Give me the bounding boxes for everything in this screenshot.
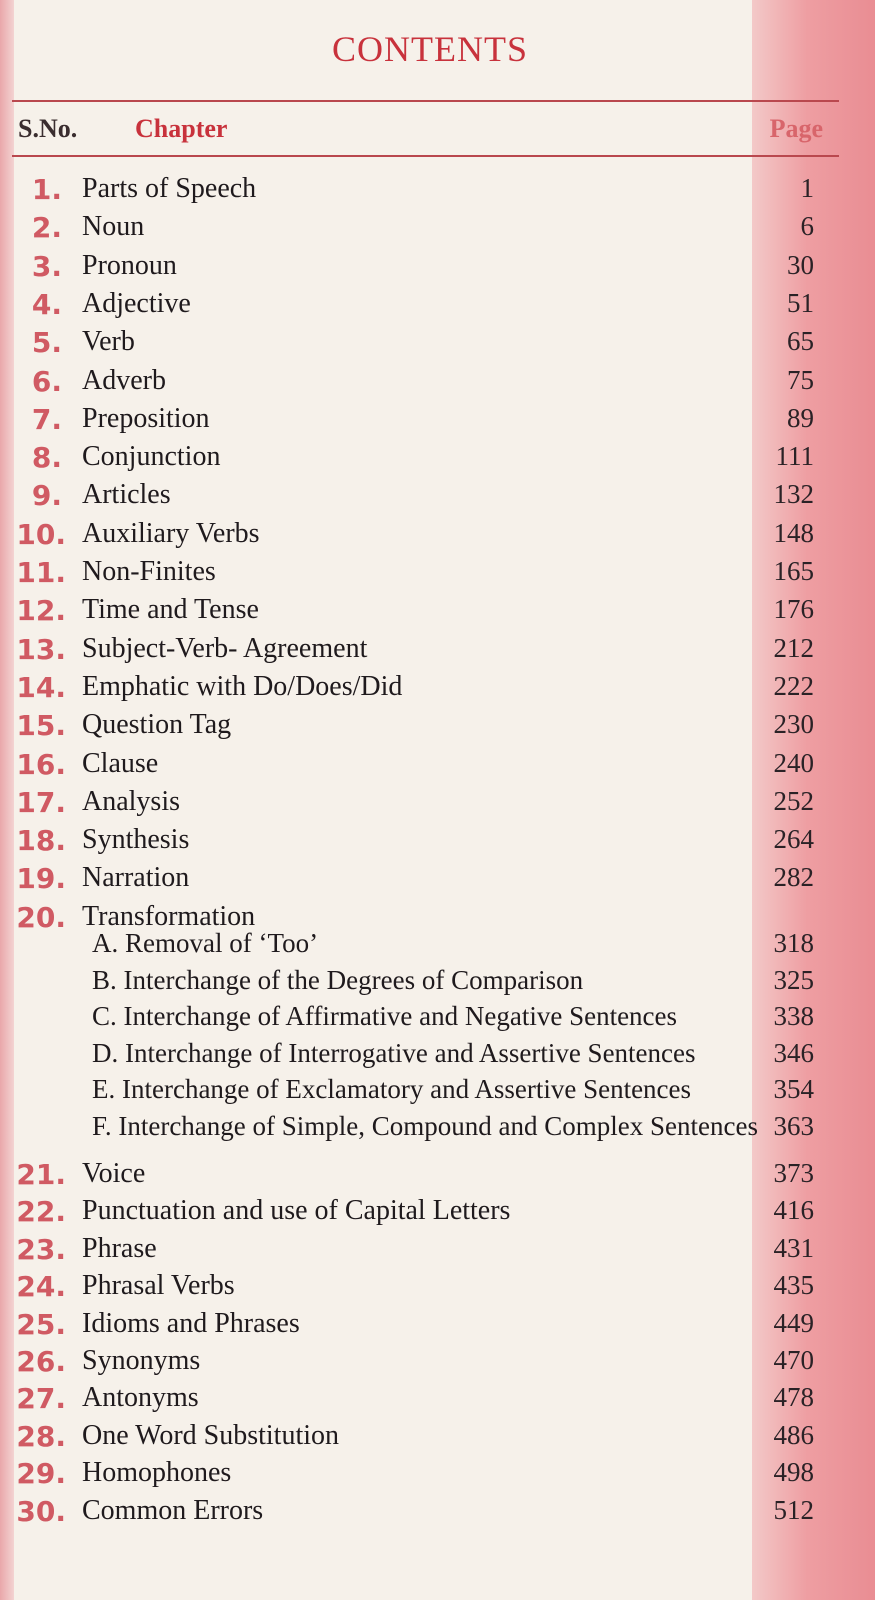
chapter-number: 19. xyxy=(16,862,66,895)
page-number: 252 xyxy=(773,786,814,816)
toc-sub-entry xyxy=(0,1038,860,1074)
sub-chapter-title: A. Removal of ‘Too’ xyxy=(92,928,319,958)
chapter-number: 25. xyxy=(16,1308,66,1341)
page-number: 354 xyxy=(773,1074,814,1104)
toc-entry xyxy=(0,1195,860,1231)
chapter-number: 29. xyxy=(16,1457,66,1490)
chapter-title: Common Errors xyxy=(82,1495,264,1526)
chapter-number: 14. xyxy=(16,671,66,704)
page-number: 148 xyxy=(773,518,814,548)
page-number: 6 xyxy=(800,211,814,241)
chapter-number: 9. xyxy=(31,479,62,512)
chapter-number: 16. xyxy=(16,748,66,781)
chapter-title: Preposition xyxy=(82,403,210,434)
toc-entry xyxy=(0,211,860,247)
toc-entry xyxy=(0,556,860,592)
page-number: 89 xyxy=(787,403,814,433)
chapter-title: Homophones xyxy=(82,1457,232,1488)
chapter-title: Pronoun xyxy=(82,250,177,281)
page-number: 318 xyxy=(773,928,814,958)
chapter-title: Transformation xyxy=(82,901,256,932)
toc-entry xyxy=(0,288,860,324)
page-number: 512 xyxy=(773,1495,814,1525)
toc-entry xyxy=(0,173,860,209)
chapter-title: One Word Substitution xyxy=(82,1420,340,1451)
sub-chapter-title: B. Interchange of the Degrees of Comparison xyxy=(92,965,584,995)
page-number: 111 xyxy=(775,441,814,471)
chapter-title: Analysis xyxy=(82,786,180,817)
page-number: 498 xyxy=(773,1457,814,1487)
toc-entry xyxy=(0,403,860,439)
sub-chapter-title: F. Interchange of Simple, Compound and Complex Sentences xyxy=(92,1111,758,1141)
toc-entry xyxy=(0,671,860,707)
page-number: 230 xyxy=(773,709,814,739)
chapter-title: Non-Finites xyxy=(82,556,216,587)
chapter-title: Narration xyxy=(82,862,190,893)
chapter-title: Adverb xyxy=(82,365,166,396)
toc-entry xyxy=(0,862,860,898)
chapter-title: Idioms and Phrases xyxy=(82,1308,300,1339)
sub-chapter-title: D. Interchange of Interrogative and Assertive Sentences xyxy=(92,1038,696,1068)
page-number: 478 xyxy=(773,1382,814,1412)
page-number: 449 xyxy=(773,1308,814,1338)
chapter-title: Articles xyxy=(82,479,171,510)
toc-entry xyxy=(0,250,860,286)
chapter-number: 7. xyxy=(31,403,62,436)
page-number: 30 xyxy=(787,250,814,280)
toc-entry xyxy=(0,633,860,669)
page-number: 65 xyxy=(787,326,814,356)
page-number: 264 xyxy=(773,824,814,854)
toc-sub-entry xyxy=(0,928,860,964)
toc-sub-entry xyxy=(0,1111,860,1147)
column-header-page: Page xyxy=(769,114,823,143)
toc-entry xyxy=(0,1457,860,1493)
page-number: 338 xyxy=(773,1001,814,1031)
sub-chapter-title: C. Interchange of Affirmative and Negative Sentences xyxy=(92,1001,678,1031)
chapter-title: Subject-Verb- Agreement xyxy=(82,633,368,664)
chapter-number: 5. xyxy=(31,326,62,359)
toc-entry xyxy=(0,326,860,362)
page-number: 435 xyxy=(773,1270,814,1300)
header-rule-top xyxy=(12,100,839,102)
chapter-title: Phrasal Verbs xyxy=(82,1270,235,1301)
toc-entry xyxy=(0,824,860,860)
toc-sub-entry xyxy=(0,1001,860,1037)
header-rule-bottom xyxy=(12,155,839,157)
column-header-chapter: Chapter xyxy=(135,114,228,143)
chapter-number: 17. xyxy=(16,786,66,819)
chapter-number: 10. xyxy=(16,518,66,551)
chapter-title: Phrase xyxy=(82,1233,157,1264)
chapter-title: Antonyms xyxy=(82,1382,199,1413)
toc-entry xyxy=(0,1270,860,1306)
page-number: 470 xyxy=(773,1345,814,1375)
chapter-number: 20. xyxy=(16,901,66,934)
page-number: 240 xyxy=(773,748,814,778)
chapter-title: Parts of Speech xyxy=(82,173,257,204)
toc-entry xyxy=(0,594,860,630)
toc-entry xyxy=(0,1495,860,1531)
page-number: 51 xyxy=(787,288,814,318)
page-number: 212 xyxy=(773,633,814,663)
chapter-title: Adjective xyxy=(82,288,191,319)
sub-chapter-title: E. Interchange of Exclamatory and Assertive Sentences xyxy=(92,1074,692,1104)
toc-entry xyxy=(0,1233,860,1269)
toc-entry xyxy=(0,1158,860,1194)
chapter-number: 26. xyxy=(16,1345,66,1378)
toc-entry xyxy=(0,1382,860,1418)
chapter-number: 23. xyxy=(16,1233,66,1266)
toc-sub-entry xyxy=(0,965,860,1001)
page-number: 373 xyxy=(773,1158,814,1188)
chapter-number: 24. xyxy=(16,1270,66,1303)
column-header-sno: S.No. xyxy=(18,114,78,143)
chapter-title: Clause xyxy=(82,748,159,779)
chapter-title: Conjunction xyxy=(82,441,221,472)
chapter-number: 18. xyxy=(16,824,66,857)
page-number: 222 xyxy=(773,671,814,701)
chapter-title: Emphatic with Do/Does/Did xyxy=(82,671,403,702)
chapter-title: Synonyms xyxy=(82,1345,201,1376)
chapter-number: 6. xyxy=(31,365,62,398)
chapter-number: 28. xyxy=(16,1420,66,1453)
chapter-number: 27. xyxy=(16,1382,66,1415)
chapter-number: 30. xyxy=(16,1495,66,1528)
page-number: 416 xyxy=(773,1195,814,1225)
toc-entry xyxy=(0,365,860,401)
toc-entry xyxy=(0,1308,860,1344)
page-number: 282 xyxy=(773,862,814,892)
chapter-number: 2. xyxy=(31,211,62,244)
chapter-title: Time and Tense xyxy=(82,594,259,625)
toc-entry xyxy=(0,1420,860,1456)
page-number: 363 xyxy=(773,1111,814,1141)
chapter-title: Auxiliary Verbs xyxy=(82,518,260,549)
chapter-number: 11. xyxy=(16,556,66,589)
page-number: 1 xyxy=(800,173,814,203)
chapter-title: Verb xyxy=(82,326,135,357)
page-number: 75 xyxy=(787,365,814,395)
page-number: 486 xyxy=(773,1420,814,1450)
chapter-number: 8. xyxy=(31,441,62,474)
toc-entry xyxy=(0,709,860,745)
chapter-number: 13. xyxy=(16,633,66,666)
page-number: 325 xyxy=(773,965,814,995)
chapter-number: 22. xyxy=(16,1195,66,1228)
chapter-title: Punctuation and use of Capital Letters xyxy=(82,1195,511,1226)
page-number: 165 xyxy=(773,556,814,586)
page-title: CONTENTS xyxy=(332,29,528,69)
chapter-number: 12. xyxy=(16,594,66,627)
page-number: 176 xyxy=(773,594,814,624)
chapter-number: 21. xyxy=(16,1158,66,1191)
chapter-number: 4. xyxy=(31,288,62,321)
chapter-title: Synthesis xyxy=(82,824,190,855)
page-number: 346 xyxy=(773,1038,814,1068)
page-number: 431 xyxy=(773,1233,814,1263)
toc-entry xyxy=(0,1345,860,1381)
toc-sub-entry xyxy=(0,1074,860,1110)
toc-entry xyxy=(0,441,860,477)
page-number: 132 xyxy=(773,479,814,509)
chapter-number: 1. xyxy=(31,173,62,206)
toc-entry xyxy=(0,786,860,822)
chapter-title: Voice xyxy=(82,1158,146,1189)
chapter-title: Noun xyxy=(82,211,145,242)
toc-entry xyxy=(0,748,860,784)
chapter-number: 15. xyxy=(16,709,66,742)
chapter-title: Question Tag xyxy=(82,709,232,740)
chapter-number: 3. xyxy=(31,250,62,283)
toc-entry xyxy=(0,479,860,515)
toc-entry xyxy=(0,518,860,554)
